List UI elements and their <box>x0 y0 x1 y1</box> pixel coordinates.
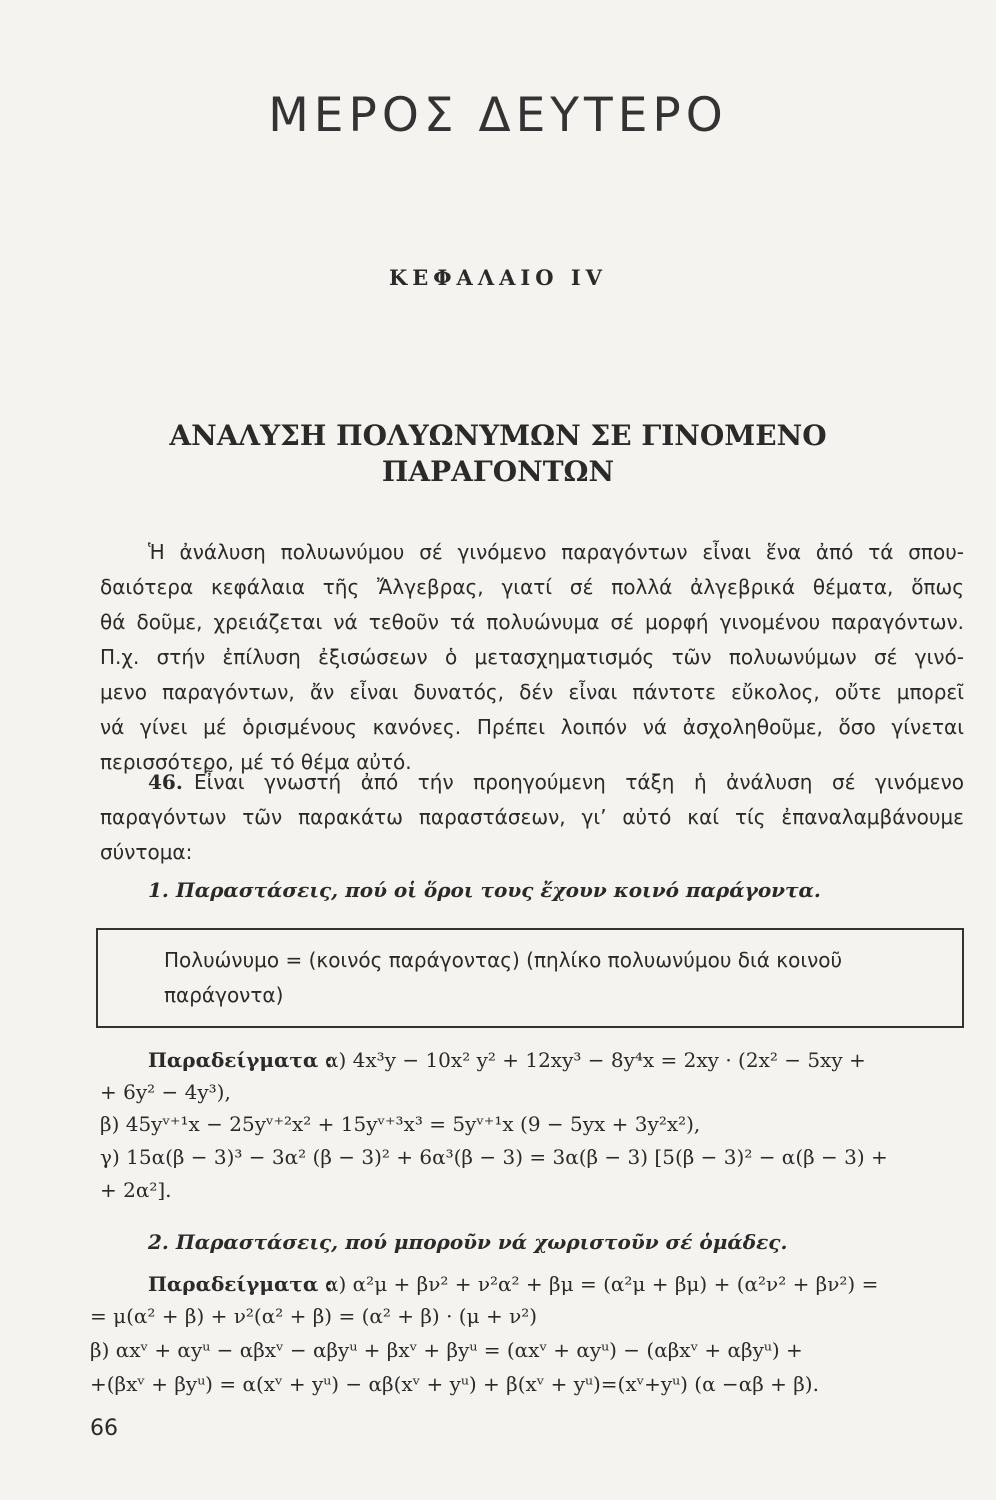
intro-line-7: περισσότερο, μέ τό θέμα αὐτό. <box>100 750 412 774</box>
formula-box-line-2: παράγοντα) <box>164 983 284 1007</box>
example-1c-cont: + 2α²]. <box>100 1178 172 1202</box>
example-2b-cont: +(βxᵛ + βyᵘ) = α(xᵛ + yᵘ) − αβ(xᵛ + yᵘ) + β(xᵛ + yᵘ)=(xᵛ+yᵘ) (α −αβ + β). <box>90 1372 819 1396</box>
example-1a-cont: + 6y² − 4y³), <box>100 1080 231 1104</box>
intro-line-4: Π.χ. στήν ἐπίλυση ἐξισώσεων ὁ μετασχηματισμός τῶν πολυωνύμων σέ γινό- <box>100 645 964 669</box>
subheading-grouping: 2. Παραστάσεις, πού μποροῦν νά χωριστοῦν σέ ὁμάδες. <box>148 1230 788 1254</box>
example-2a-cont: = μ(α² + β) + ν²(α² + β) = (α² + β) · (μ + ν²) <box>90 1304 538 1328</box>
para-number-46: 46. <box>148 770 183 794</box>
example-1b: β) 45yᵛ⁺¹x − 25yᵛ⁺²x² + 15yᵛ⁺³x³ = 5yᵛ⁺¹x (9 − 5yx + 3y²x²), <box>100 1112 701 1136</box>
subheading-common-factor: 1. Παραστάσεις, πού οἱ ὅροι τους ἔχουν κοινό παράγοντα. <box>148 878 821 902</box>
example-2b: β) αxᵛ + αyᵘ − αβxᵛ − αβyᵘ + βxᵛ + βyᵘ = (αxᵛ + αyᵘ) − (αβxᵛ + αβyᵘ) + <box>90 1338 803 1362</box>
intro-line-2: δαιότερα κεφάλαια τῆς Ἄλγεβρας, γιατί σέ πολλά ἀλγεβρικά θέματα, ὅπως <box>100 575 964 599</box>
example-1c: γ) 15α(β − 3)³ − 3α² (β − 3)² + 6α³(β − 3) = 3α(β − 3) [5(β − 3)² − α(β − 3) + <box>100 1145 888 1169</box>
examples-label-2: Παραδείγματα : <box>148 1272 333 1296</box>
formula-box-line-1: Πολυώνυμο = (κοινός παράγοντας) (πηλίκο πολυωνύμου διά κοινοῦ <box>164 948 843 972</box>
examples-label-1: Παραδείγματα : <box>148 1048 333 1072</box>
chapter-title: ΚΕΦΑΛΑΙΟ IV <box>389 265 607 290</box>
formula-box <box>96 928 964 1028</box>
example-2a: α) α²μ + βν² + ν²α² + βμ = (α²μ + βμ) + (α²ν² + βν²) = <box>325 1272 879 1296</box>
example-1a: α) 4x³y − 10x² y² + 12xy³ − 8y⁴x = 2xy · (2x² − 5xy + <box>325 1048 866 1072</box>
section-title-line-1: ΑΝΑΛΥΣΗ ΠΟΛΥΩΝΥΜΩΝ ΣΕ ΓΙΝΟΜΕΝΟ <box>169 419 827 452</box>
intro-line-1: Ἡ ἀνάλυση πολυωνύμου σέ γινόμενο παραγόντων εἶναι ἕνα ἀπό τά σπου- <box>148 540 964 564</box>
intro-line-5: μενο παραγόντων, ἄν εἶναι δυνατός, δέν εἶναι πάντοτε εὔκολος, οὔτε μπορεῖ <box>100 680 964 704</box>
section-title-line-2: ΠΑΡΑΓΟΝΤΩΝ <box>381 455 615 488</box>
intro-line-6: νά γίνει μέ ὁρισμένους κανόνες. Πρέπει λοιπόν νά ἀσχοληθοῦμε, ὅσο γίνεται <box>100 715 964 739</box>
intro-line-3: θά δοῦμε, χρειάζεται νά τεθοῦν τά πολυώνυμα σέ μορφή γινομένου παραγόντων. <box>100 610 964 634</box>
para46-line-3: σύντομα: <box>100 840 193 864</box>
para46-line-2: παραγόντων τῶν παρακάτω παραστάσεων, γι’ αὐτό καί τίς ἐπαναλαμβάνουμε <box>100 805 964 829</box>
para46-line-1: Εἶναι γνωστή ἀπό τήν προηγούμενη τάξη ἡ ἀνάλυση σέ γινόμενο <box>194 770 964 794</box>
page-number: 66 <box>90 1416 118 1441</box>
part-title: ΜΕΡΟΣ ΔΕΥΤΕΡΟ <box>268 88 728 143</box>
